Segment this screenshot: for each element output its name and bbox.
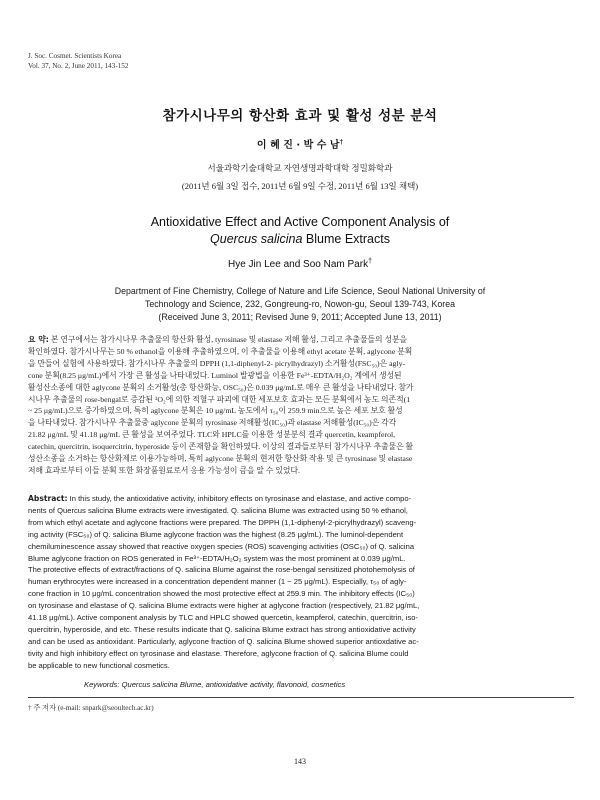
abstract-line: 시나무 추출물의 rose-bengal로 증감된 ¹O₂에 의한 적혈구 파괴에 대한 세포보호 효과는 모든 분획에서 농도 의존적(1: [28, 394, 411, 404]
journal-header: [28, 52, 128, 71]
abstract-line-text: 본 연구에서는 참가시나무 추출물의 항산화 활성, tyrosinase 및 elastase 저해 활성, 그리고 추출물들의 성분을: [48, 335, 408, 344]
keywords-label: Keywords:: [84, 680, 120, 689]
english-author-names: Hye Jin Lee and Soo Nam Park: [228, 259, 369, 270]
abstract-line: be applicable to new functional cosmetics.: [28, 660, 170, 670]
abstract-line: [28, 493, 574, 505]
abstract-line: and can be used as antioxidant. Particularly, aglycone fraction of Q. salicina Blume showed superior antioxdative ac-: [28, 636, 419, 646]
abstract-line-text: In this study, the antioxidative activity, inhibitory effects on tyrosinase and elastase, and active compo-: [67, 494, 412, 503]
korean-abstract: [28, 334, 574, 477]
abstract-line: 41.18 μg/mL). Active component analysis by TLC and HPLC showed quercetin, keampferol, catechin, quercitrin, iso-: [28, 613, 419, 623]
korean-received-dates: (2011년 6월 3일 접수, 2011년 6월 9일 수정, 2011년 6월 13일 채택): [181, 181, 419, 191]
english-affiliation: [60, 285, 540, 324]
english-abstract: [28, 493, 574, 672]
english-author-mark: †: [368, 258, 372, 265]
abstract-line: on tyrosinase and elastase of Q. salicina Blume extracts were higher at aglycone fraction (respectively, 21.82 μg/mL,: [28, 601, 420, 611]
abstract-line: from which ethyl acetate and aglycone fractions were prepared. The DPPH (1,1-diphenyl-2-picrylhydrazyl) scaveng-: [28, 517, 417, 527]
abstract-line: quercitrin, hyperoside, and etc. These results indicate that Q. salicina Blume extract has strong antioxidative activity: [28, 624, 416, 634]
abstract-line: 저해 효과로부터 이들 분획 또한 화장품원료로서 응용 가능성이 큼을 알 수 있었다.: [28, 465, 300, 475]
abstract-line: 활성산소종에 대한 aglycone 분획의 소거활성(총 항산화능, OSC₅₀)은 0.039 μg/mL로 매우 큰 활성을 나타내었다. 참가: [28, 382, 414, 392]
english-title-species: Quercus salicina: [210, 232, 303, 246]
abstract-line: 을 만들어 실험에 사용하였다. 참가시나무 추출물의 DPPH (1,1-diphenyl-2- picrylhydrazyl) 소거활성(FSC₅₀)은 agly-: [28, 358, 406, 368]
abstract-line: [28, 334, 574, 346]
journal-volume: Vol. 37, No. 2, June 2011, 143-152: [28, 61, 129, 70]
abstract-line: The protective effects of extract/fractions of Q. salicina Blume against the rose-bengal sensitized photohemolysis of: [28, 565, 415, 575]
korean-title: 참가시나무의 항산화 효과 및 활성 성분 분석: [162, 108, 438, 124]
abstract-line: 을 나타내었다. 참가시나무 추출물중 aglycone 분획의 tyrosinase 저해활성(IC₅₀)과 elastase 저해활성(IC₅₀)은 각각: [28, 418, 397, 428]
korean-authors: [0, 136, 600, 151]
abstract-line: 확인하였다. 참가시나무는 50 % ethanol을 이용해 추출하였으며, 이 추출물을 이용해 ethyl acetate 분획, aglycone 분획: [28, 346, 413, 356]
footnote-divider: [28, 697, 574, 698]
journal-name: J. Soc. Cosmet. Scientists Korea: [28, 52, 122, 60]
english-title: [0, 214, 600, 248]
corresponding-author-footnote: † 주 저자 (e-mail: snpark@seoultech.ac.kr): [28, 704, 154, 712]
keywords-values: Quercus salicina Blume, antioxidative activity, flavonoid, cosmetics: [121, 680, 346, 689]
korean-author-names: 이 혜 진 · 박 수 남: [256, 140, 340, 151]
abstract-line: 21.82 μg/mL 및 41.18 μg/mL 큰 활성을 보여주었다. TLC와 HPLC를 이용한 성분분석 결과 quercetin, keampferol,: [28, 430, 396, 440]
abstract-line: 성산소종을 소거하는 항산화제로 이용가능하며, 특히 aglycone 분획의 현저한 항산화 작용 및 큰 tyrosinase 및 elastase: [28, 454, 413, 464]
page-number: 143: [294, 757, 306, 766]
english-received-dates: (Received June 3, 2011; Revised June 9, 2011; Accepted June 13, 2011): [158, 312, 442, 322]
abstract-line: Blume aglycone fraction on ROS generated in Fe³⁺-EDTA/H₂O₂ system was the most prominent at 0.039 μg/mL.: [28, 553, 406, 563]
english-title-line2: [0, 231, 600, 248]
korean-affiliation: 서울과학기술대학교 자연생명과학대학 정밀화학과: [207, 163, 393, 173]
abstract-line: catechin, quercitrin, isoquercitrin, hyperoside 등이 존재함을 확인하였다. 이상의 결과들로부터 참가시나무 추출물은 활: [28, 442, 414, 452]
english-abstract-label: Abstract:: [28, 494, 68, 503]
english-authors: [0, 258, 600, 270]
english-title-line1: Antioxidative Effect and Active Component Analysis of: [150, 215, 450, 229]
english-title-rest: Blume Extracts: [302, 232, 390, 246]
abstract-line: cone 분획(8.25 μg/mL)에서 가장 큰 활성을 나타내었다. Luminol 발광법을 이용한 Fe³⁺-EDTA/H₂O₂ 계에서 생성된: [28, 370, 402, 380]
abstract-line: ing activity (FSC₅₀) of Q. salicina Blume aglycone fraction was the highest (8.25 μg/mL). The luminol-dependent: [28, 529, 404, 539]
abstract-line: cone fraction in 10 μg/mL concentration showed the most protective effect at 259.9 min. The inhibitory effects (IC₅₀): [28, 589, 415, 599]
korean-abstract-label: 요 약:: [28, 335, 49, 344]
keywords: [84, 680, 345, 689]
abstract-line: nents of Quercus salicina Blume extracts were investigated. Q. salicina Blume was extracted using 50 % ethanol,: [28, 505, 408, 515]
english-affiliation-line: Technology and Science, 232, Gongreung-ro, Nowon-gu, Seoul 139-743, Korea: [144, 299, 456, 309]
english-affiliation-line: Department of Fine Chemistry, College of Nature and Life Science, Seoul National University of: [114, 286, 486, 296]
abstract-line: ~ 25 μg/mL)으로 증가하였으며, 특히 aglycone 분획은 10 μg/mL 농도에서 τ₅₀이 259.9 min으로 높은 세포 보호 활성: [28, 406, 403, 416]
abstract-line: chemiluminescence assay showed that reactive oxygen species (ROS) scavenging activities (OSC₅₀) of Q. salicina: [28, 541, 415, 551]
abstract-line: tivity and high inhibitory effect on tyrosinase and elastase. Therefore, aglycone fraction of Q. salicina Blume could: [28, 648, 409, 658]
abstract-line: human erythrocytes were increased in a concentration dependent manner (1 ~ 25 μg/mL). Especially, τ₅₀ of agly-: [28, 577, 407, 587]
korean-author-mark: †: [339, 138, 344, 146]
